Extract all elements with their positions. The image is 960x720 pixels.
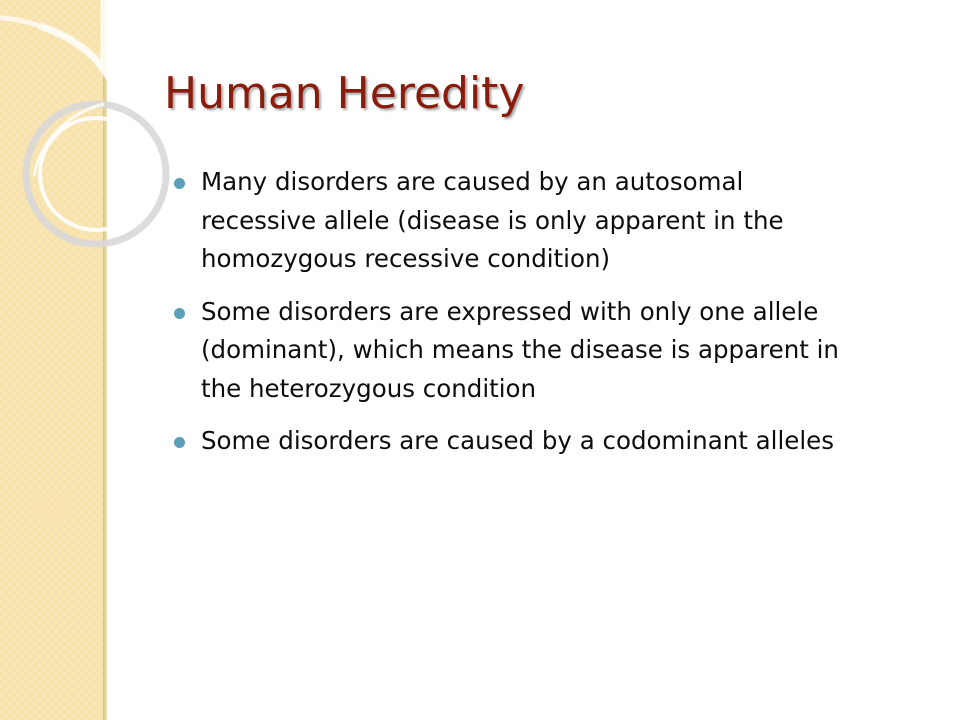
bullet-text: Many disorders are caused by an autosomal recessive allele (disease is only apparent in the homozygous recessive condition) [201,167,784,273]
decorative-swirl-graphic [0,0,200,280]
bullet-text: Some disorders are caused by a codominant alleles [201,426,834,455]
bullet-item [174,422,864,461]
bullet-item [174,163,864,279]
slide-title: Human Heredity [164,68,525,119]
bullet-marker-icon [174,437,185,448]
bullet-list [174,163,864,475]
bullet-text: Some disorders are expressed with only one allele (dominant), which means the disease is apparent in the heterozygous condition [201,296,839,403]
bullet-marker-icon [174,308,185,319]
bullet-item [174,293,864,409]
bullet-marker-icon [174,178,185,189]
